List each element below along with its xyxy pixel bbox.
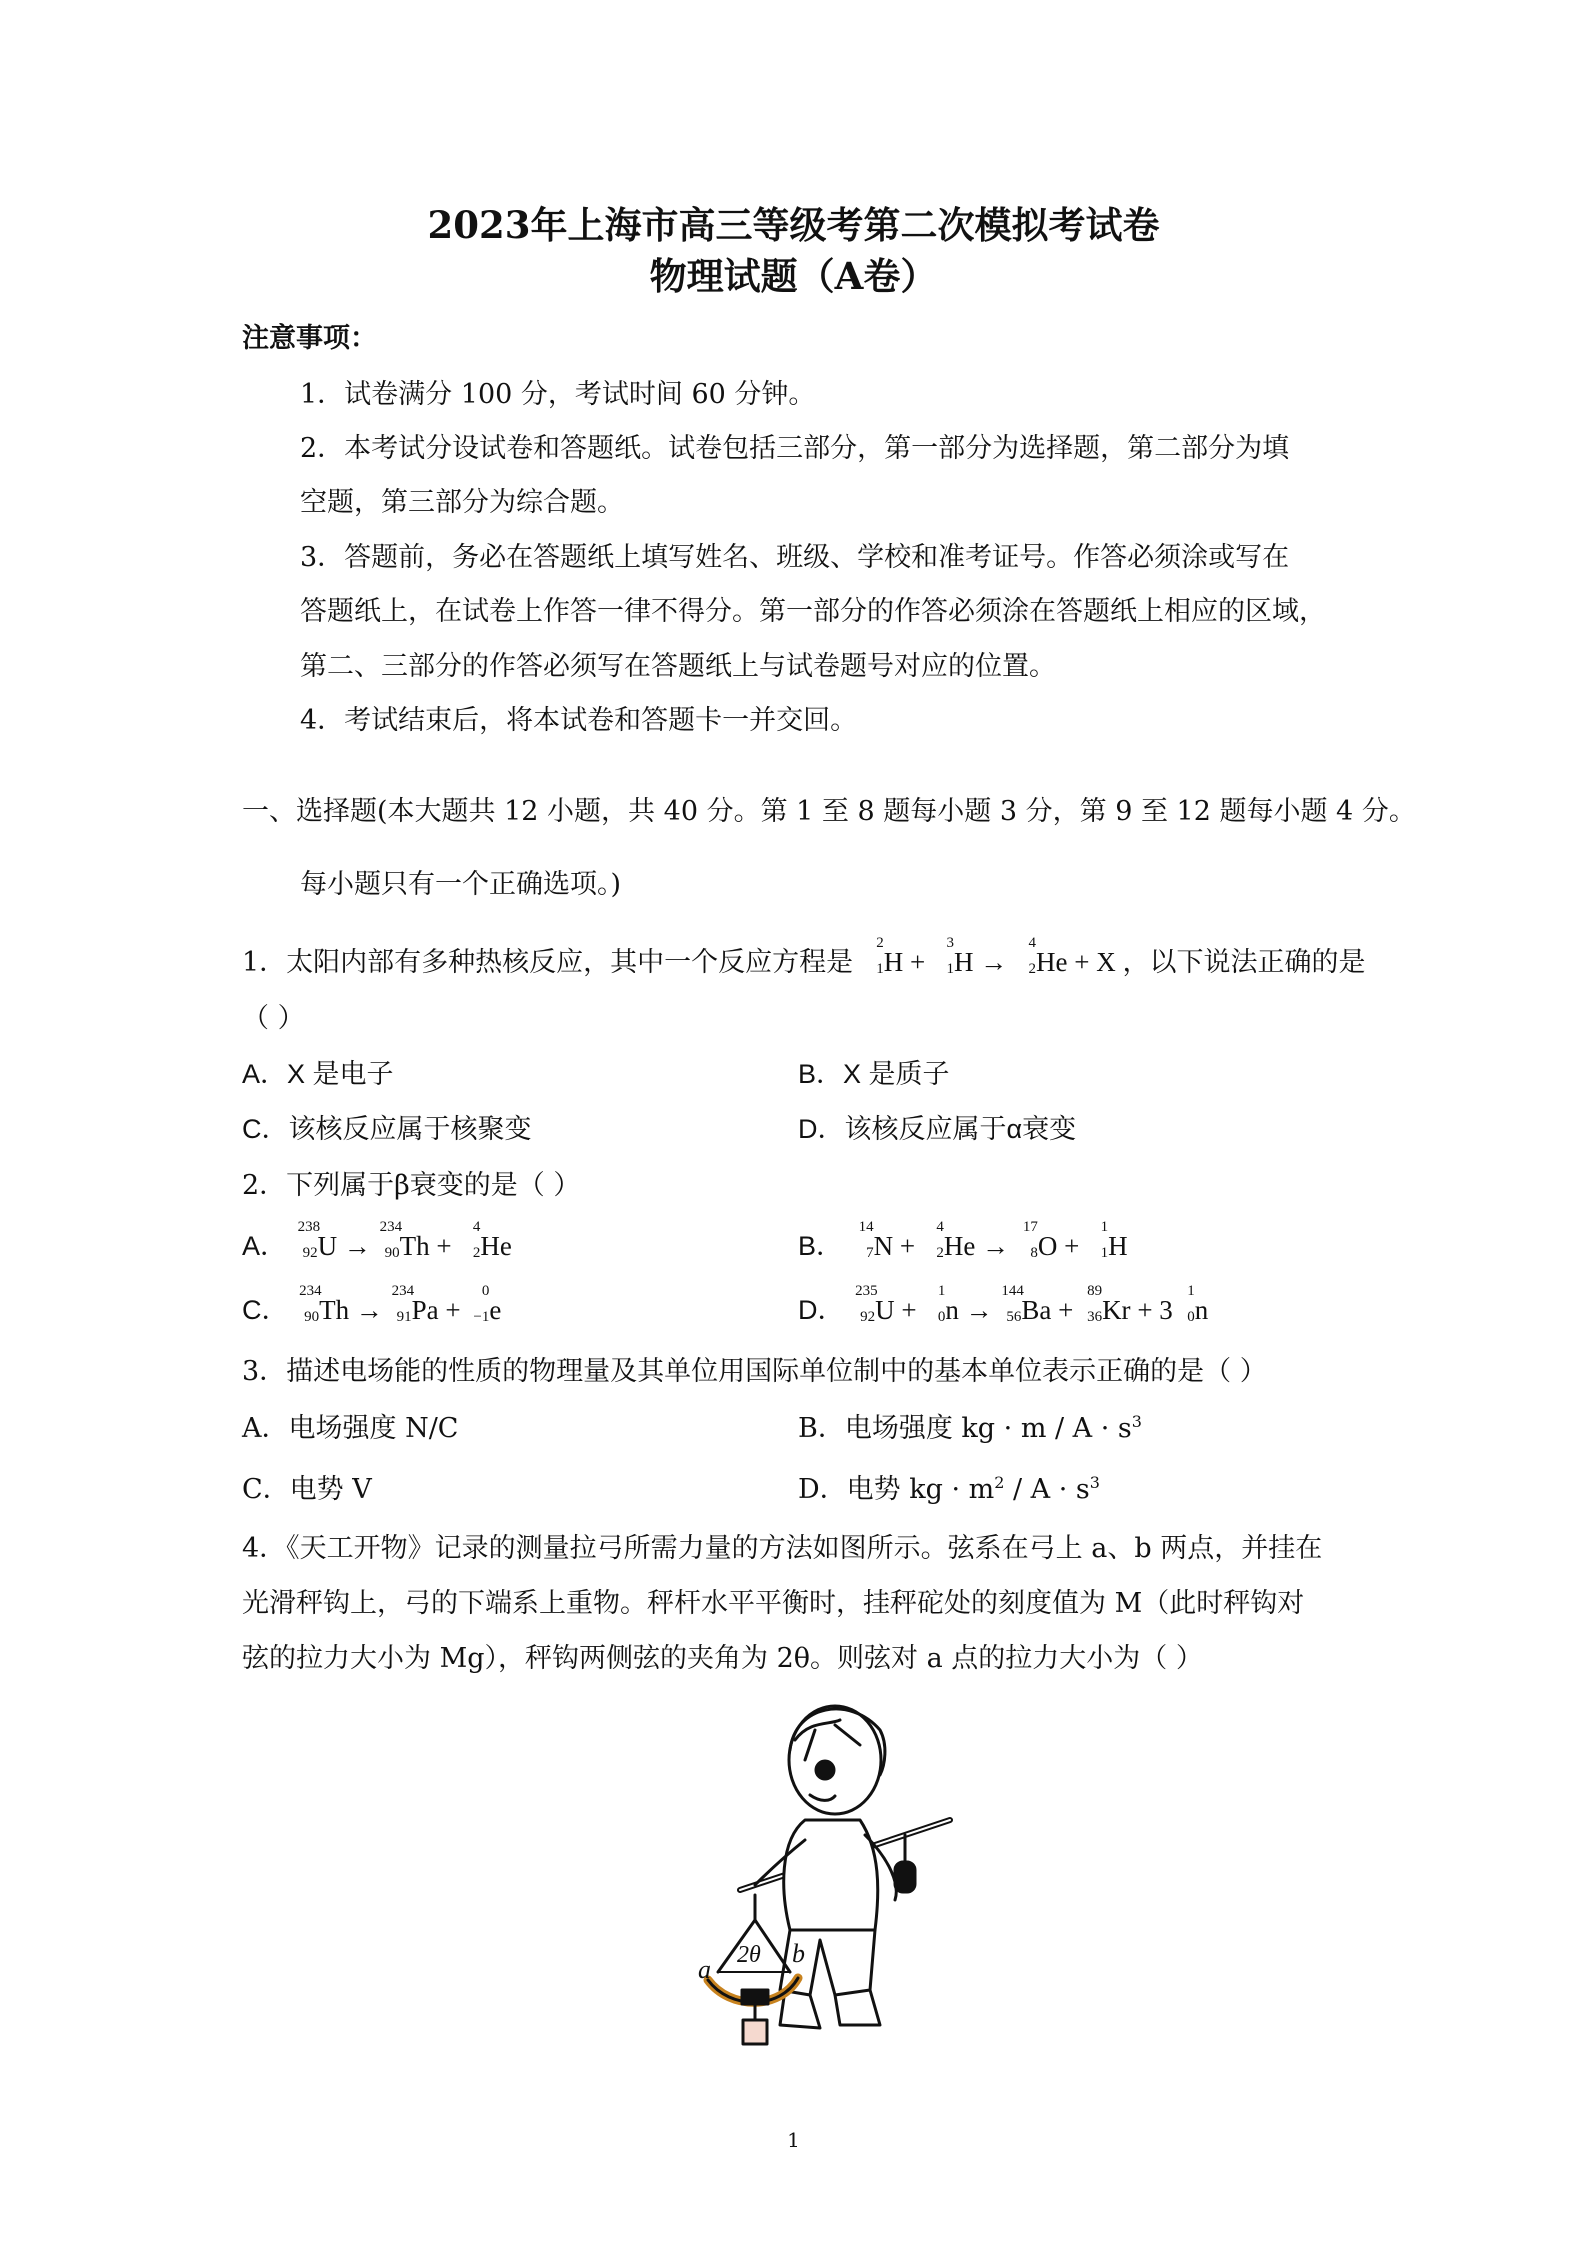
figure-eye: [816, 1761, 834, 1779]
q3-option-d-text: D．电势 kg · m: [798, 1474, 995, 1505]
page-number: 1: [787, 2128, 800, 2152]
q2-option-c: [242, 1283, 502, 1327]
figure-label-b: b: [792, 1939, 805, 1968]
q2-option-a-equation: 238 92 U → 234 90 Th + 4 2 He: [297, 1219, 512, 1261]
q1-option-a: A．X 是电子: [242, 1059, 394, 1089]
q1-option-c: C．该核反应属于核聚变: [242, 1114, 532, 1144]
q2-option-a: [242, 1219, 512, 1263]
notice-item-2-cont: 空题，第三部分为综合题。: [300, 487, 624, 518]
q3-option-a: A．电场强度 N/C: [242, 1413, 459, 1444]
q3-option-c: C．电势 V: [242, 1474, 372, 1505]
q2-option-b: [798, 1219, 1128, 1263]
page-title-line1: 2023年上海市高三等级考第二次模拟考试卷: [427, 203, 1160, 247]
q4-line3: 弦的拉力大小为 Mg），秤钩两侧弦的夹角为 2θ。则弦对 a 点的拉力大小为（ ）: [242, 1643, 1203, 1674]
q1-option-b: B．X 是质子: [798, 1059, 950, 1089]
q4-line2: 光滑秤钩上，弓的下端系上重物。秤杆水平平衡时，挂秤砣处的刻度值为 M（此时秤钩对: [242, 1588, 1305, 1619]
notice-item-4: 4．考试结束后，将本试卷和答题卡一并交回。: [300, 705, 858, 736]
figure-weight: [743, 2020, 767, 2044]
q1-stem-suffix: ，以下说法正确的是: [1122, 947, 1366, 978]
section1-heading-line1: 一、选择题(本大题共 12 小题，共 40 分。第 1 至 8 题每小题 3 分，第 9 至 12 题每小题 4 分。: [242, 796, 1416, 827]
q4-line1: 4．《天工开物》记录的测量拉弓所需力量的方法如图所示。弦系在弓上 a、b 两点，并挂在: [242, 1533, 1323, 1564]
q2-option-d-label: D．: [798, 1295, 845, 1325]
q1-blank: （ ）: [242, 1003, 305, 1034]
q2-option-c-label: C．: [242, 1295, 289, 1325]
section1-heading-line2: 每小题只有一个正确选项。): [300, 869, 622, 900]
figure-label-a: a: [698, 1955, 711, 1984]
q3-option-b: B．电场强度 kg · $m / A \cdot s^3$: [798, 1412, 1142, 1444]
q1-stem: [242, 935, 1366, 979]
notice-item-3-cont2: 第二、三部分的作答必须写在答题纸上与试卷题号对应的位置。: [300, 651, 1056, 682]
q1-stem-prefix: 1．太阳内部有多种热核反应，其中一个反应方程是: [242, 947, 854, 978]
notice-item-1: 1．试卷满分 100 分，考试时间 60 分钟。: [300, 379, 816, 410]
q2-option-b-equation: 14 7 N + 4 2 He → 17 8 O + 1 1 H: [858, 1219, 1128, 1261]
q3-option-d-tail: / A · s: [1004, 1474, 1090, 1505]
notice-item-3-cont1: 答题纸上，在试卷上作答一律不得分。第一部分的作答必须涂在答题纸上相应的区域，: [300, 596, 1326, 627]
q3-option-d: D．电势 kg · $m^2 / A \cdot s^3$: [798, 1473, 1100, 1505]
figure-label-angle: 2θ: [737, 1942, 761, 1968]
figure-counterweight: [895, 1862, 915, 1892]
notice-label: 注意事项：: [242, 323, 377, 354]
q4-figure: [630, 1690, 970, 2050]
q3-option-b-text: B．电场强度 kg · m / A · s: [798, 1413, 1132, 1444]
q2-option-c-equation: 234 90 Th → 234 91 Pa + 0 −1 e: [299, 1283, 502, 1325]
notice-item-3: 3．答题前，务必在答题纸上填写姓名、班级、学校和准考证号。作答必须涂或写在: [300, 542, 1290, 573]
q2-stem: 2．下列属于β衰变的是（ ）: [242, 1170, 581, 1201]
q2-option-a-label: A．: [242, 1231, 288, 1261]
q2-option-b-label: B．: [798, 1231, 844, 1261]
page-title-line2: 物理试题（A卷）: [649, 254, 938, 298]
figure-body: [784, 1820, 878, 1930]
q2-option-d: [798, 1283, 1209, 1327]
q2-option-d-equation: 235 92 U + 1 0 n → 144 56 Ba + 89 36 Kr + 3 1 0 n: [855, 1283, 1209, 1325]
q1-option-d: D．该核反应属于α衰变: [798, 1114, 1077, 1144]
q1-equation: 2 1 H + 3 1 H → 4 2 He + X: [876, 935, 1123, 977]
notice-item-2: 2．本考试分设试卷和答题纸。试卷包括三部分，第一部分为选择题，第二部分为填: [300, 433, 1290, 464]
q3-stem: 3．描述电场能的性质的物理量及其单位用国际单位制中的基本单位表示正确的是（ ）: [242, 1356, 1267, 1387]
